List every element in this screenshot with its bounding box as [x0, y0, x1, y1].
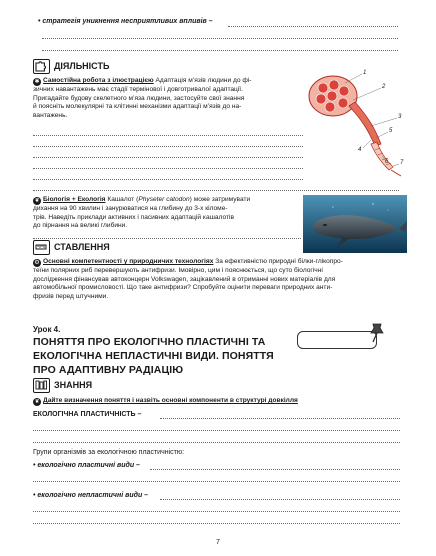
muscle-illustration — [305, 66, 409, 178]
pushpin-icon — [367, 322, 387, 344]
note-box[interactable] — [297, 331, 377, 349]
leaf-icon: ❦ — [34, 198, 40, 204]
bullet-dot: • — [33, 492, 36, 499]
task-illustration-line: Пригадайте будову скелетного м’яза людини, застосуйте свої знання — [33, 94, 245, 102]
star-icon: ✱ — [34, 79, 40, 85]
group-dash: – — [144, 492, 149, 499]
answer-line[interactable] — [33, 190, 399, 191]
task-illustration-line: вантажень. — [33, 111, 68, 119]
attitude-heading-text: СТАВЛЕННЯ — [54, 242, 110, 252]
task-whale-line: дихання на 90 хвилин і занурюватися на глибину до 3-х кіломе- — [33, 205, 228, 212]
task-antifreeze — [33, 258, 409, 301]
answer-line[interactable] — [33, 238, 301, 239]
task-whale-latin: Physeter catodon — [138, 196, 190, 203]
answer-line[interactable] — [33, 157, 303, 158]
group-plastic-text: екологічно пластичні види — [37, 462, 135, 469]
muscle-label: 2 — [382, 84, 386, 90]
term-ecological-plasticity — [33, 410, 141, 419]
lesson-title-line: ЕКОЛОГІЧНА НЕПЛАСТИЧНІ ВИДИ. ПОНЯТТЯ — [33, 350, 274, 362]
task-whale-line: до пірнання на великі глибини. — [33, 222, 128, 230]
leaf-icon: ❦ — [34, 399, 40, 405]
answer-line[interactable] — [33, 481, 400, 482]
task-illustration-lead: Самостійна робота з ілюстрацією — [43, 77, 154, 84]
answer-line[interactable] — [33, 523, 400, 524]
task-illustration-line: й поясніть молекулярні та клітинні механізми адаптації м’язів до на- — [33, 103, 242, 111]
answer-line[interactable] — [160, 499, 400, 500]
lesson-title-line: ПОНЯТТЯ ПРО ЕКОЛОГІЧНО ПЛАСТИЧНІ ТА — [33, 336, 266, 348]
task-antifreeze-line: дослідження фінансував автоконцерн Volkswagen, зацікавлений в отриманні нових матеріалів для — [33, 275, 336, 283]
bullet-dot: • — [38, 18, 41, 25]
answer-line[interactable] — [228, 26, 398, 27]
puzzle-icon — [33, 59, 50, 74]
task-illustration-line: зичних навантажень має стадії термінової і довготривалої адаптації. — [33, 86, 243, 93]
task-antifreeze-line: автомобільної промисловості. Що таке антифризи? Спробуйте оцінити переваги природних анти- — [33, 284, 333, 292]
answer-line[interactable] — [33, 511, 400, 512]
lesson-title — [33, 335, 293, 377]
group-dash: – — [136, 462, 140, 469]
group-nonplastic-text: екологічно непластичні види — [37, 492, 143, 499]
answer-line[interactable] — [33, 168, 303, 169]
answer-line[interactable] — [42, 38, 398, 39]
muscle-label: 4 — [358, 147, 362, 153]
books-icon — [33, 378, 50, 393]
muscle-label: 7 — [400, 160, 404, 166]
sperm-whale-photo — [303, 195, 407, 253]
term-text: ЕКОЛОГІЧНА ПЛАСТИЧНІСТЬ — [33, 411, 136, 418]
answer-line[interactable] — [33, 146, 303, 147]
page-number: 7 — [216, 539, 220, 546]
term-dash: – — [137, 411, 142, 418]
strategy-bullet — [38, 17, 408, 26]
strategy-bullet-text: стратегія уникнення несприятливих впливів — [42, 18, 207, 25]
task-whale-lead: Біологія + Екологія — [43, 196, 106, 203]
muscle-label: 1 — [363, 70, 367, 76]
groups-intro: Групи організмів за екологічною пластичністю: — [33, 449, 185, 456]
task-whale-line: трів. Наведіть приклади активних і пасивних адаптацій кашалотів — [33, 213, 235, 221]
muscle-label: 5 — [389, 128, 393, 134]
knowledge-heading — [33, 378, 92, 393]
muscle-label: 3 — [398, 114, 402, 120]
answer-line[interactable] — [33, 442, 400, 443]
strategy-dash: – — [208, 18, 213, 25]
gear-icon: ⚙ — [34, 260, 40, 266]
lesson-number: Урок 4. — [33, 325, 61, 334]
task-whale — [33, 196, 303, 231]
task-illustration-line: Адаптація м’язів людини до фі- — [155, 77, 252, 84]
task-whale-line: ) може затримувати — [189, 196, 251, 203]
answer-line[interactable] — [33, 430, 400, 431]
answer-line[interactable] — [33, 135, 303, 136]
answer-line[interactable] — [33, 179, 303, 180]
answer-line[interactable] — [150, 469, 400, 470]
activity-heading — [33, 59, 109, 74]
task-antifreeze-line: За ефективністю природні білки-глікопро- — [213, 258, 343, 265]
bullet-dot: • — [33, 462, 36, 469]
ruler-icon — [33, 240, 50, 255]
task-definition — [33, 397, 413, 406]
attitude-heading — [33, 240, 110, 255]
activity-heading-text: ДІЯЛЬНІСТЬ — [54, 61, 110, 71]
lesson-title-line: ПРО АДАПТИВНУ РАДІАЦІЮ — [33, 364, 184, 376]
group-bullet — [33, 461, 140, 470]
task-whale-line: Кашалот ( — [105, 196, 139, 203]
knowledge-heading-text: ЗНАННЯ — [54, 380, 93, 390]
task-definition-lead: Дайте визначення поняття і назвіть основні компоненти в структурі довкілля — [43, 397, 298, 404]
answer-line[interactable] — [42, 50, 398, 51]
task-antifreeze-line: теїни полярних риб перевершують антифризи. Імовірно, цим і пояснюється, що суто біологічні — [33, 267, 323, 274]
task-antifreeze-lead: Основні компетентності у природничих технологіях — [43, 258, 214, 265]
answer-line[interactable] — [160, 418, 400, 419]
task-illustration — [33, 77, 308, 120]
muscle-label: 6 — [385, 159, 389, 165]
task-antifreeze-line: фризів перед штучними. — [33, 292, 109, 300]
group-bullet — [33, 491, 148, 500]
